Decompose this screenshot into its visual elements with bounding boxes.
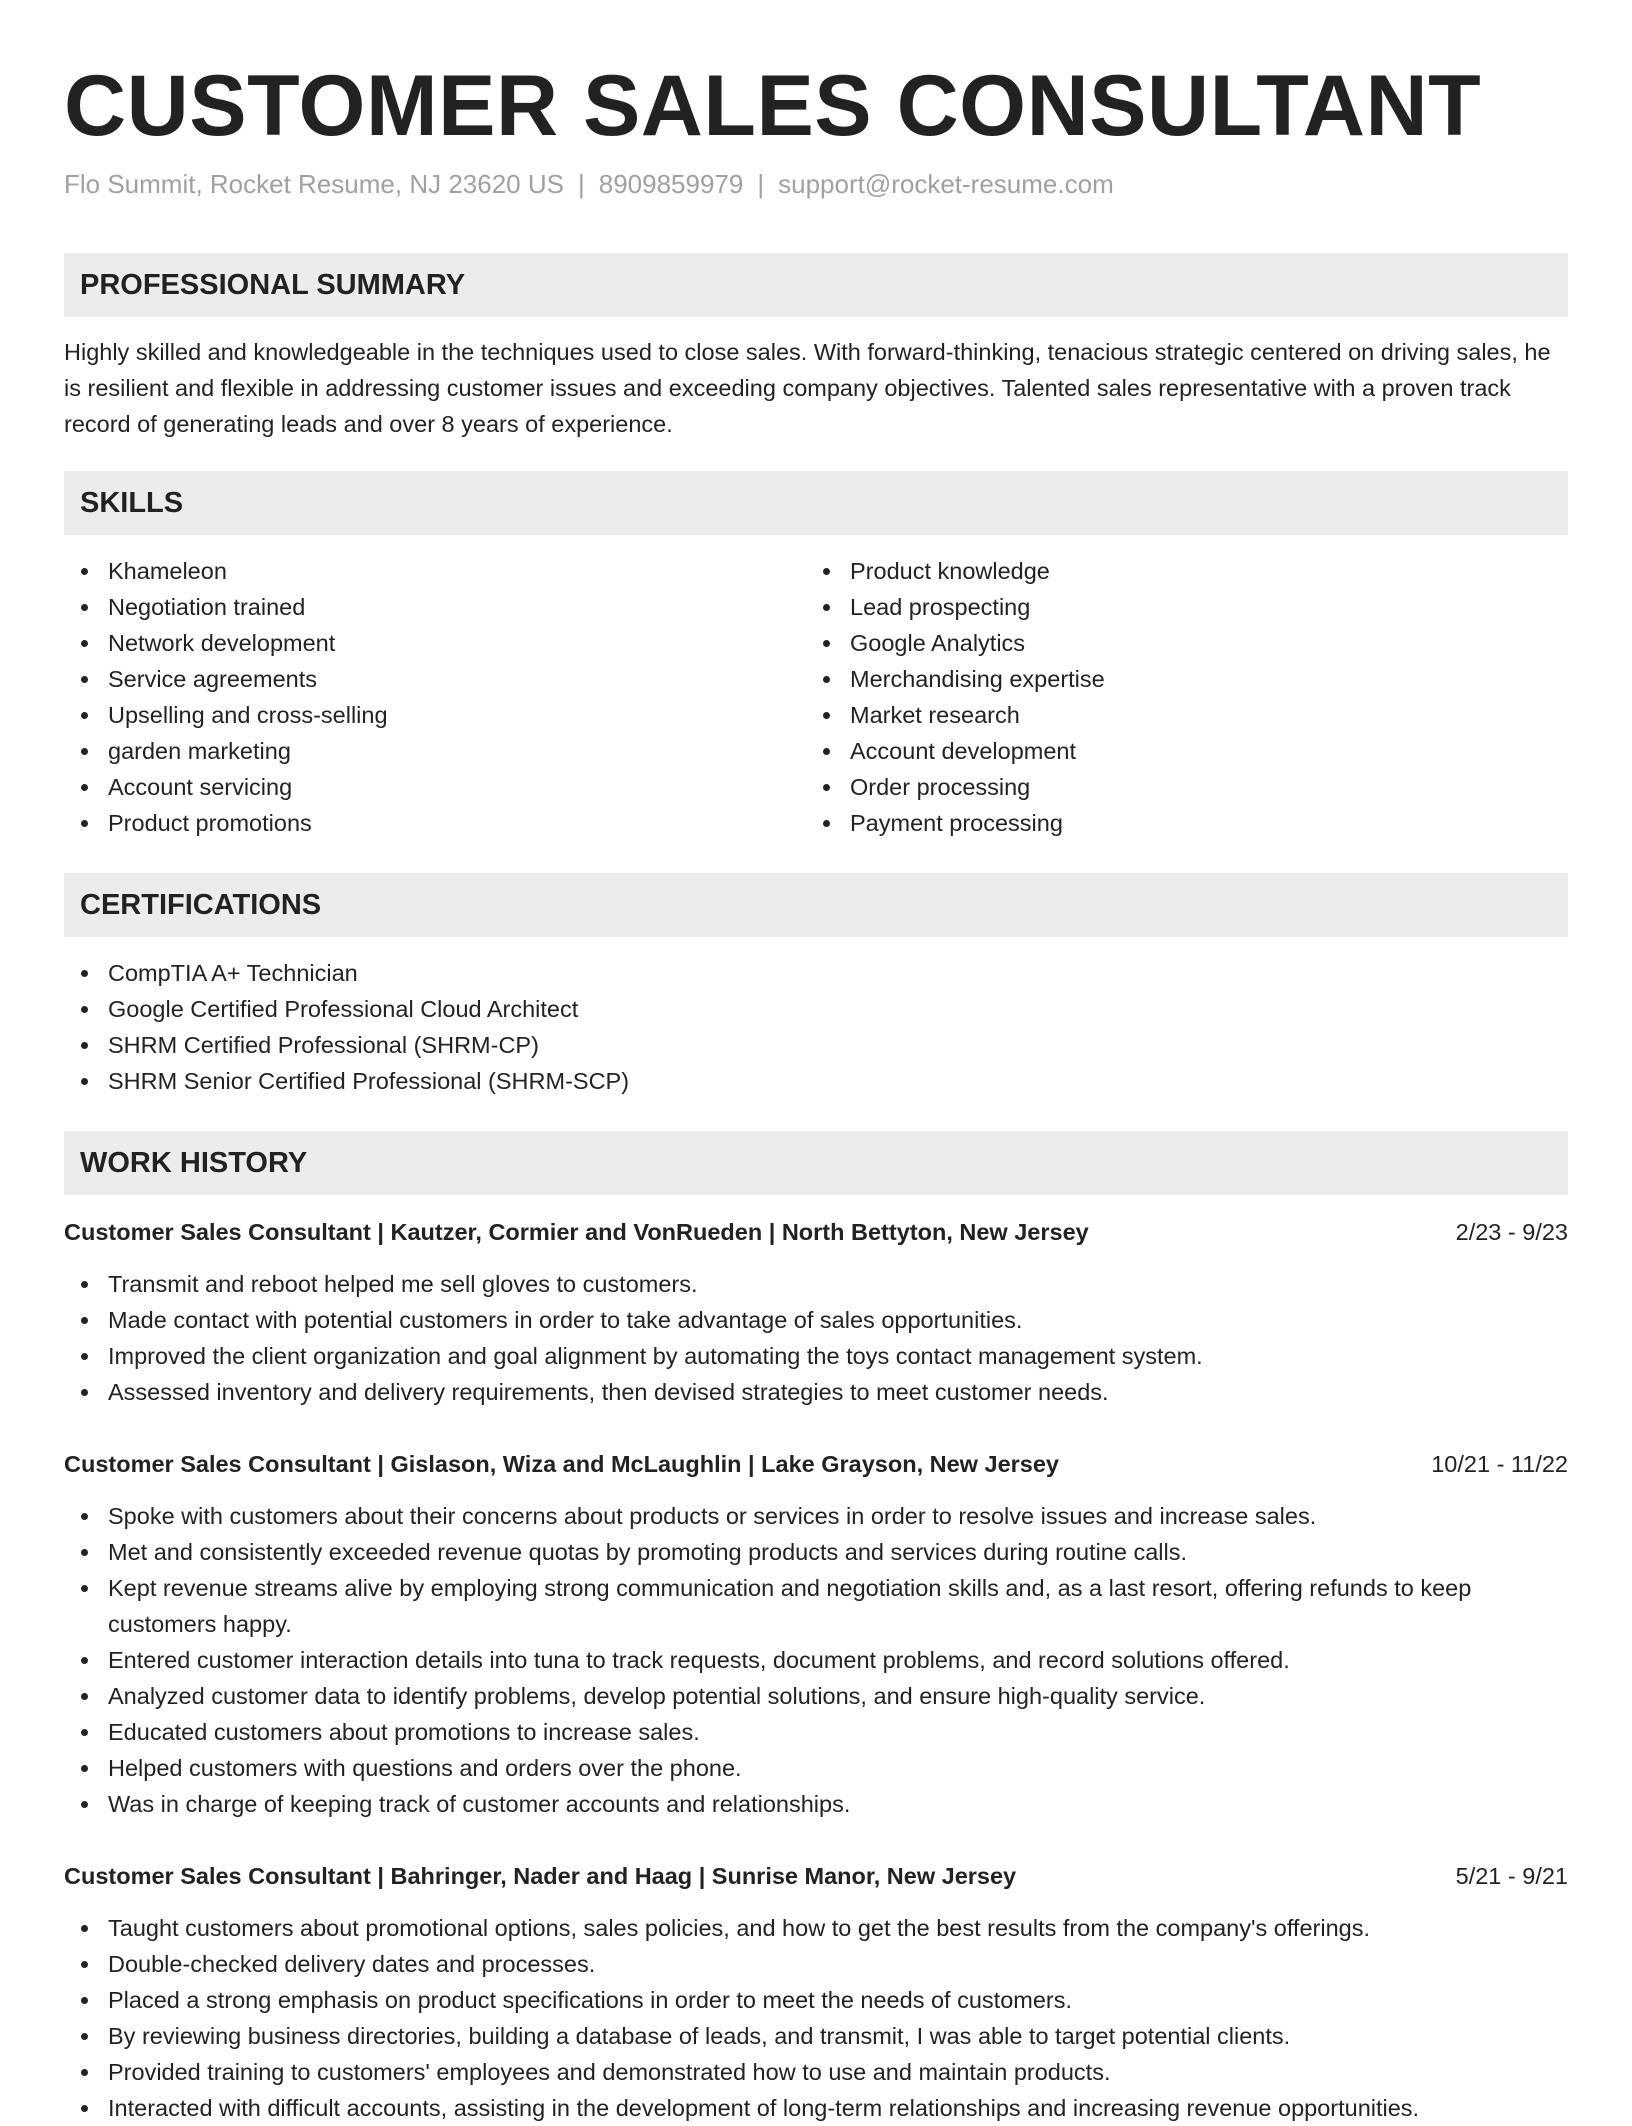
certifications-block <box>64 955 1568 1099</box>
job-bullet: Placed a strong emphasis on product specifications in order to meet the needs of customers. <box>64 1982 1568 2018</box>
certification-item: Google Certified Professional Cloud Architect <box>64 991 1568 1027</box>
job-bullet: Analyzed customer data to identify problems, develop potential solutions, and ensure high-quality service. <box>64 1678 1568 1714</box>
skill-item: garden marketing <box>64 733 804 769</box>
job-bullet: Improved the client organization and goal alignment by automating the toys contact management system. <box>64 1338 1568 1374</box>
job-title: Customer Sales Consultant | Gislason, Wiza and McLaughlin | Lake Grayson, New Jersey <box>64 1451 1059 1477</box>
job-bullet: Double-checked delivery dates and processes. <box>64 1946 1568 1982</box>
job-title: Customer Sales Consultant | Bahringer, Nader and Haag | Sunrise Manor, New Jersey <box>64 1863 1017 1889</box>
job-bullet: Made contact with potential customers in order to take advantage of sales opportunities. <box>64 1302 1568 1338</box>
contact-address: Flo Summit, Rocket Resume, NJ 23620 US <box>64 169 564 199</box>
job-bullet: Transmit and reboot helped me sell gloves to customers. <box>64 1266 1568 1302</box>
job-header <box>64 1858 1568 1894</box>
job-bullet: Entered customer interaction details into tuna to track requests, document problems, and record solutions offered. <box>64 1642 1568 1678</box>
skill-item: Negotiation trained <box>64 589 804 625</box>
contact-line <box>64 166 1114 202</box>
job-bullets <box>64 1910 1568 2126</box>
skill-item: Account servicing <box>64 769 804 805</box>
job-entry <box>64 1214 1568 1410</box>
skill-item: Service agreements <box>64 661 804 697</box>
job-entry <box>64 1858 1568 2126</box>
skills-list-left <box>64 553 804 841</box>
skills-list-right <box>806 553 1546 841</box>
section-header-work-history: WORK HISTORY <box>64 1131 1568 1195</box>
skill-item: Product promotions <box>64 805 804 841</box>
job-bullet: Kept revenue streams alive by employing strong communication and negotiation skills and, as a last resort, offering refunds to keep customers happy. <box>64 1570 1568 1642</box>
job-bullet: By reviewing business directories, building a database of leads, and transmit, I was able to target potential clients. <box>64 2018 1568 2054</box>
candidate-title: CUSTOMER SALES CONSULTANT <box>64 58 1482 154</box>
certification-item: SHRM Certified Professional (SHRM-CP) <box>64 1027 1568 1063</box>
summary-text: Highly skilled and knowledgeable in the techniques used to close sales. With forward-thinking, tenacious strategic centered on driving sales, he is resilient and flexible in addressing customer issues and exceeding company objectives. Talented sales representative with a proven track record of generating leads and over 8 years of experience. <box>64 339 1551 437</box>
job-bullet: Taught customers about promotional options, sales policies, and how to get the best results from the company's offerings. <box>64 1910 1568 1946</box>
contact-separator: | <box>577 169 585 199</box>
job-bullets <box>64 1498 1568 1822</box>
job-bullet: Helped customers with questions and orders over the phone. <box>64 1750 1568 1786</box>
job-dates: 2/23 - 9/23 <box>1455 1219 1568 1245</box>
job-header <box>64 1446 1568 1482</box>
skill-item: Google Analytics <box>806 625 1546 661</box>
job-bullets <box>64 1266 1568 1410</box>
certification-item: CompTIA A+ Technician <box>64 955 1568 991</box>
job-bullet: Interacted with difficult accounts, assisting in the development of long-term relationships and increasing revenue opportunities. <box>64 2090 1568 2126</box>
job-bullet: Assessed inventory and delivery requirements, then devised strategies to meet customer needs. <box>64 1374 1568 1410</box>
skills-column-left <box>64 553 804 841</box>
skill-item: Merchandising expertise <box>806 661 1546 697</box>
section-header-certifications: CERTIFICATIONS <box>64 873 1568 937</box>
skill-item: Khameleon <box>64 553 804 589</box>
job-bullet: Provided training to customers' employees and demonstrated how to use and maintain products. <box>64 2054 1568 2090</box>
certifications-list <box>64 955 1568 1099</box>
skills-column-right <box>806 553 1546 841</box>
contact-email: support@rocket-resume.com <box>778 169 1114 199</box>
skill-item: Order processing <box>806 769 1546 805</box>
skill-item: Lead prospecting <box>806 589 1546 625</box>
skill-item: Product knowledge <box>806 553 1546 589</box>
certification-item: SHRM Senior Certified Professional (SHRM-SCP) <box>64 1063 1568 1099</box>
job-bullet: Met and consistently exceeded revenue quotas by promoting products and services during routine calls. <box>64 1534 1568 1570</box>
job-bullet: Was in charge of keeping track of customer accounts and relationships. <box>64 1786 1568 1822</box>
section-header-summary: PROFESSIONAL SUMMARY <box>64 253 1568 317</box>
skill-item: Payment processing <box>806 805 1546 841</box>
section-header-skills: SKILLS <box>64 471 1568 535</box>
job-dates: 5/21 - 9/21 <box>1455 1863 1568 1889</box>
job-title: Customer Sales Consultant | Kautzer, Cormier and VonRueden | North Bettyton, New Jersey <box>64 1219 1089 1245</box>
job-dates: 10/21 - 11/22 <box>1431 1451 1568 1477</box>
job-entry <box>64 1446 1568 1822</box>
job-bullet: Spoke with customers about their concerns about products or services in order to resolve issues and increase sales. <box>64 1498 1568 1534</box>
skill-item: Market research <box>806 697 1546 733</box>
skill-item: Upselling and cross-selling <box>64 697 804 733</box>
contact-separator: | <box>757 169 765 199</box>
skill-item: Account development <box>806 733 1546 769</box>
skill-item: Network development <box>64 625 804 661</box>
contact-phone: 8909859979 <box>598 169 744 199</box>
job-header <box>64 1214 1568 1250</box>
job-bullet: Educated customers about promotions to increase sales. <box>64 1714 1568 1750</box>
